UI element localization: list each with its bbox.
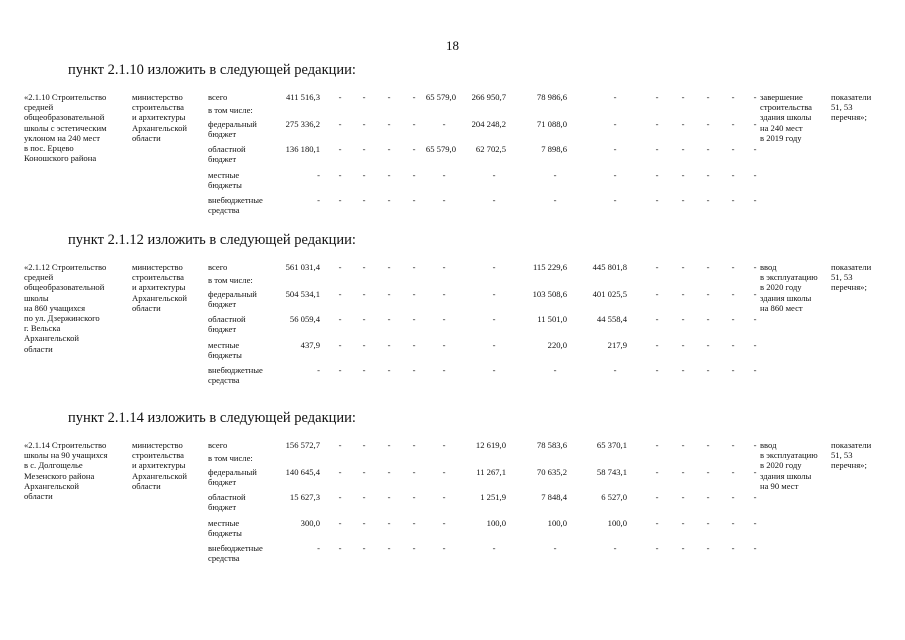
total-value: 156 572,7 xyxy=(285,440,320,450)
year-value: - xyxy=(731,314,735,324)
year-value: - xyxy=(731,119,735,129)
year-value: - xyxy=(492,170,496,180)
year-value: - xyxy=(706,195,710,205)
year-value: - xyxy=(492,262,496,272)
year-value: - xyxy=(362,262,366,272)
year-value: - xyxy=(681,289,685,299)
year-value: - xyxy=(412,119,416,129)
executor: министерство строительства и архитектуры Архангельской области xyxy=(132,440,187,491)
year-value: - xyxy=(387,262,391,272)
year-value: - xyxy=(412,195,416,205)
year-value: - xyxy=(338,518,342,528)
year-value: 58 743,1 xyxy=(596,467,627,477)
year-value: - xyxy=(442,543,446,553)
total-value: 561 031,4 xyxy=(285,262,320,272)
year-value: - xyxy=(553,543,557,553)
year-value: - xyxy=(442,340,446,350)
year-value: - xyxy=(753,262,757,272)
total-value: - xyxy=(317,195,320,205)
year-value: 62 702,5 xyxy=(475,144,506,154)
year-value: - xyxy=(753,289,757,299)
year-value: - xyxy=(492,365,496,375)
year-value: 11 267,1 xyxy=(476,467,506,477)
year-value: - xyxy=(387,518,391,528)
year-value: - xyxy=(387,365,391,375)
year-value: - xyxy=(681,170,685,180)
year-value: - xyxy=(731,543,735,553)
year-value: - xyxy=(681,543,685,553)
year-value: - xyxy=(681,518,685,528)
total-value: 140 645,4 xyxy=(285,467,320,477)
funding-source: местные бюджеты xyxy=(208,518,242,539)
year-value: - xyxy=(753,314,757,324)
year-value: - xyxy=(387,492,391,502)
year-value: - xyxy=(412,144,416,154)
year-value: - xyxy=(706,543,710,553)
year-value: - xyxy=(362,170,366,180)
year-value: - xyxy=(362,543,366,553)
total-value: 437,9 xyxy=(300,340,320,350)
year-value: 401 025,5 xyxy=(592,289,627,299)
year-value: 1 251,9 xyxy=(480,492,506,502)
year-value: - xyxy=(338,195,342,205)
year-value: - xyxy=(338,365,342,375)
year-value: - xyxy=(731,195,735,205)
year-value: 6 527,0 xyxy=(601,492,627,502)
funding-source: федеральный бюджет xyxy=(208,289,257,310)
year-value: - xyxy=(731,467,735,477)
funding-source: областной бюджет xyxy=(208,492,246,513)
year-value: - xyxy=(655,170,659,180)
year-value: - xyxy=(442,119,446,129)
year-value: - xyxy=(681,467,685,477)
year-value: 71 088,0 xyxy=(536,119,567,129)
year-value: - xyxy=(362,492,366,502)
year-value: - xyxy=(387,314,391,324)
year-value: - xyxy=(338,543,342,553)
expected-result: ввод в эксплуатацию в 2020 году здания школы на 860 мест xyxy=(760,262,818,313)
year-value: - xyxy=(613,92,617,102)
total-value: - xyxy=(317,170,320,180)
year-value: 100,0 xyxy=(607,518,627,528)
year-value: - xyxy=(412,289,416,299)
year-value: - xyxy=(655,440,659,450)
funding-source: всего xyxy=(208,92,228,102)
year-value: - xyxy=(655,467,659,477)
funding-source: в том числе: xyxy=(208,275,253,285)
year-value: 445 801,8 xyxy=(592,262,627,272)
year-value: - xyxy=(387,92,391,102)
year-value: - xyxy=(362,92,366,102)
year-value: - xyxy=(492,340,496,350)
year-value: - xyxy=(412,492,416,502)
year-value: - xyxy=(362,340,366,350)
year-value: 11 501,0 xyxy=(537,314,567,324)
section-heading: пункт 2.1.14 изложить в следующей редакции: xyxy=(68,410,356,426)
year-value: - xyxy=(362,440,366,450)
year-value: - xyxy=(613,144,617,154)
year-value: - xyxy=(731,289,735,299)
year-value: - xyxy=(655,119,659,129)
year-value: - xyxy=(338,262,342,272)
year-value: - xyxy=(613,119,617,129)
total-value: 504 534,1 xyxy=(285,289,320,299)
year-value: - xyxy=(655,92,659,102)
year-value: - xyxy=(753,119,757,129)
year-value: - xyxy=(442,262,446,272)
year-value: - xyxy=(338,467,342,477)
funding-source: внебюджетные средства xyxy=(208,543,263,564)
year-value: - xyxy=(731,492,735,502)
section-heading: пункт 2.1.10 изложить в следующей редакции: xyxy=(68,62,356,78)
year-value: - xyxy=(681,144,685,154)
year-value: - xyxy=(655,340,659,350)
year-value: - xyxy=(387,170,391,180)
indicators: показатели 51, 53 перечня»; xyxy=(831,440,872,471)
year-value: - xyxy=(731,340,735,350)
year-value: - xyxy=(613,170,617,180)
year-value: 204 248,2 xyxy=(471,119,506,129)
expected-result: ввод в эксплуатацию в 2020 году здания школы на 90 мест xyxy=(760,440,818,491)
year-value: - xyxy=(442,289,446,299)
year-value: - xyxy=(613,365,617,375)
year-value: - xyxy=(412,340,416,350)
executor: министерство строительства и архитектуры Архангельской области xyxy=(132,92,187,143)
funding-source: областной бюджет xyxy=(208,314,246,335)
year-value: - xyxy=(442,518,446,528)
year-value: - xyxy=(442,365,446,375)
year-value: - xyxy=(655,262,659,272)
year-value: - xyxy=(362,314,366,324)
year-value: 115 229,6 xyxy=(532,262,567,272)
year-value: - xyxy=(655,289,659,299)
year-value: - xyxy=(338,340,342,350)
year-value: - xyxy=(655,195,659,205)
year-value: - xyxy=(492,314,496,324)
year-value: 220,0 xyxy=(547,340,567,350)
year-value: - xyxy=(706,365,710,375)
indicators: показатели 51, 53 перечня»; xyxy=(831,92,872,123)
year-value: - xyxy=(387,144,391,154)
year-value: - xyxy=(387,289,391,299)
total-value: 136 180,1 xyxy=(285,144,320,154)
year-value: - xyxy=(442,440,446,450)
year-value: - xyxy=(362,144,366,154)
year-value: - xyxy=(655,314,659,324)
year-value: - xyxy=(387,119,391,129)
funding-source: в том числе: xyxy=(208,105,253,115)
item-description: «2.1.10 Строительство средней общеобразовательной школы с эстетическим уклоном на 240 мест в пос. Ерцево Коношского района xyxy=(24,92,107,164)
year-value: - xyxy=(338,289,342,299)
year-value: - xyxy=(753,440,757,450)
year-value: 7 848,4 xyxy=(541,492,567,502)
year-value: - xyxy=(681,92,685,102)
year-value: - xyxy=(753,543,757,553)
funding-source: федеральный бюджет xyxy=(208,119,257,140)
year-value: - xyxy=(681,492,685,502)
total-value: 275 336,2 xyxy=(285,119,320,129)
item-description: «2.1.14 Строительство школы на 90 учащихся в с. Долгощелье Мезенского района Архангельской области xyxy=(24,440,108,502)
year-value: - xyxy=(362,467,366,477)
funding-source: всего xyxy=(208,440,228,450)
page-number: 18 xyxy=(446,38,459,53)
item-description: «2.1.12 Строительство средней общеобразовательной школы на 860 учащихся по ул. Дзержинского г. Вельска Архангельской области xyxy=(24,262,107,354)
section-heading: пункт 2.1.12 изложить в следующей редакции: xyxy=(68,232,356,248)
year-value: - xyxy=(753,144,757,154)
year-value: 65 579,0 xyxy=(425,92,456,102)
year-value: - xyxy=(412,170,416,180)
year-value: - xyxy=(681,440,685,450)
funding-source: областной бюджет xyxy=(208,144,246,165)
year-value: - xyxy=(731,144,735,154)
year-value: - xyxy=(387,340,391,350)
executor: министерство строительства и архитектуры Архангельской области xyxy=(132,262,187,313)
year-value: - xyxy=(613,543,617,553)
year-value: - xyxy=(681,119,685,129)
year-value: - xyxy=(655,365,659,375)
year-value: - xyxy=(387,467,391,477)
year-value: - xyxy=(706,440,710,450)
funding-source: местные бюджеты xyxy=(208,170,242,191)
year-value: - xyxy=(338,440,342,450)
year-value: - xyxy=(731,518,735,528)
year-value: 217,9 xyxy=(607,340,627,350)
year-value: - xyxy=(412,518,416,528)
year-value: - xyxy=(706,518,710,528)
total-value: - xyxy=(317,365,320,375)
year-value: - xyxy=(412,543,416,553)
year-value: - xyxy=(442,195,446,205)
year-value: - xyxy=(753,340,757,350)
year-value: - xyxy=(753,518,757,528)
total-value: 300,0 xyxy=(300,518,320,528)
year-value: - xyxy=(442,314,446,324)
year-value: - xyxy=(553,365,557,375)
year-value: - xyxy=(655,492,659,502)
year-value: - xyxy=(553,170,557,180)
year-value: - xyxy=(753,467,757,477)
year-value: - xyxy=(387,543,391,553)
year-value: - xyxy=(492,289,496,299)
year-value: 12 619,0 xyxy=(475,440,506,450)
year-value: - xyxy=(338,92,342,102)
year-value: - xyxy=(362,195,366,205)
total-value: 411 516,3 xyxy=(285,92,320,102)
funding-source: в том числе: xyxy=(208,453,253,463)
year-value: - xyxy=(731,440,735,450)
year-value: 70 635,2 xyxy=(536,467,567,477)
year-value: - xyxy=(387,195,391,205)
year-value: 65 579,0 xyxy=(425,144,456,154)
year-value: - xyxy=(655,144,659,154)
year-value: - xyxy=(706,492,710,502)
funding-source: федеральный бюджет xyxy=(208,467,257,488)
year-value: - xyxy=(681,340,685,350)
year-value: 65 370,1 xyxy=(596,440,627,450)
year-value: - xyxy=(412,262,416,272)
year-value: - xyxy=(442,467,446,477)
year-value: - xyxy=(681,365,685,375)
year-value: - xyxy=(731,170,735,180)
total-value: 56 059,4 xyxy=(289,314,320,324)
year-value: - xyxy=(706,144,710,154)
year-value: - xyxy=(706,92,710,102)
year-value: - xyxy=(387,440,391,450)
year-value: - xyxy=(655,543,659,553)
year-value: 266 950,7 xyxy=(471,92,506,102)
year-value: - xyxy=(553,195,557,205)
year-value: 44 558,4 xyxy=(596,314,627,324)
year-value: - xyxy=(412,365,416,375)
year-value: - xyxy=(706,289,710,299)
year-value: - xyxy=(492,195,496,205)
year-value: - xyxy=(338,314,342,324)
year-value: - xyxy=(753,492,757,502)
year-value: - xyxy=(338,144,342,154)
year-value: - xyxy=(753,195,757,205)
year-value: 100,0 xyxy=(486,518,506,528)
year-value: 7 898,6 xyxy=(541,144,567,154)
funding-source: внебюджетные средства xyxy=(208,195,263,216)
year-value: - xyxy=(706,262,710,272)
year-value: - xyxy=(412,92,416,102)
year-value: - xyxy=(731,365,735,375)
year-value: - xyxy=(442,492,446,502)
year-value: - xyxy=(362,518,366,528)
expected-result: завершение строительства здания школы на 240 мест в 2019 году xyxy=(760,92,812,143)
year-value: - xyxy=(338,492,342,502)
year-value: 103 508,6 xyxy=(532,289,567,299)
year-value: - xyxy=(753,92,757,102)
funding-source: внебюджетные средства xyxy=(208,365,263,386)
year-value: - xyxy=(362,365,366,375)
year-value: - xyxy=(706,119,710,129)
year-value: - xyxy=(753,365,757,375)
year-value: - xyxy=(412,467,416,477)
year-value: - xyxy=(412,314,416,324)
total-value: 15 627,3 xyxy=(289,492,320,502)
year-value: - xyxy=(706,314,710,324)
year-value: - xyxy=(362,289,366,299)
year-value: - xyxy=(362,119,366,129)
year-value: - xyxy=(753,170,757,180)
year-value: - xyxy=(706,467,710,477)
year-value: 78 583,6 xyxy=(536,440,567,450)
year-value: - xyxy=(655,518,659,528)
year-value: - xyxy=(706,340,710,350)
year-value: - xyxy=(412,440,416,450)
year-value: - xyxy=(681,195,685,205)
year-value: - xyxy=(492,543,496,553)
year-value: - xyxy=(731,92,735,102)
year-value: 78 986,6 xyxy=(536,92,567,102)
year-value: - xyxy=(338,170,342,180)
funding-source: всего xyxy=(208,262,228,272)
year-value: - xyxy=(681,314,685,324)
total-value: - xyxy=(317,543,320,553)
funding-source: местные бюджеты xyxy=(208,340,242,361)
year-value: - xyxy=(613,195,617,205)
year-value: - xyxy=(681,262,685,272)
year-value: - xyxy=(442,170,446,180)
indicators: показатели 51, 53 перечня»; xyxy=(831,262,872,293)
year-value: - xyxy=(706,170,710,180)
year-value: 100,0 xyxy=(547,518,567,528)
year-value: - xyxy=(338,119,342,129)
year-value: - xyxy=(731,262,735,272)
